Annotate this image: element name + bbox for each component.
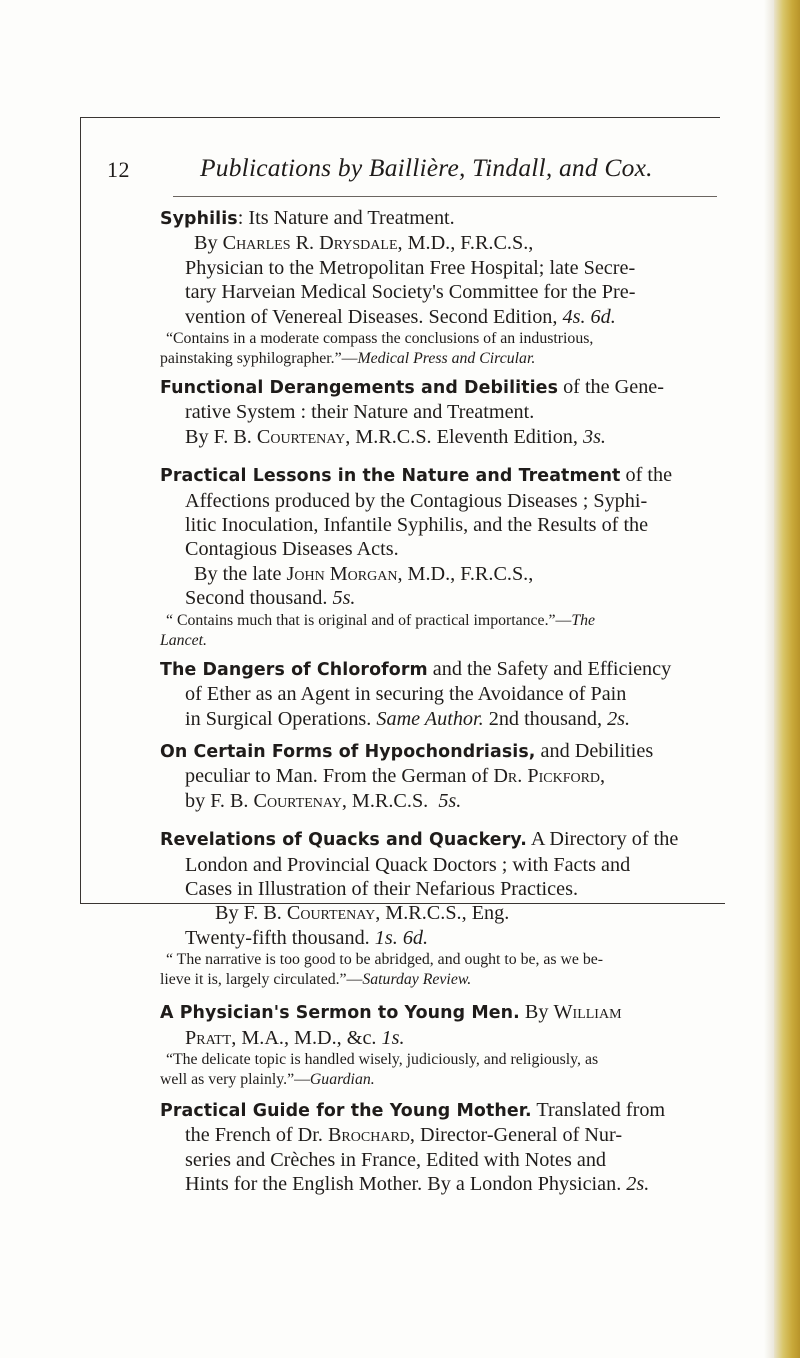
list-item: A Physician's Sermon to Young Men. By William Pratt, M.A., M.D., &c. 1s. “The delicate topic is handled wisely, judiciously, and religiously, as well as very plainly.”—Guardian. [160, 1000, 722, 1090]
book-spine-shadow [764, 0, 774, 1358]
list-item: Functional Derangements and Debilities of the Gene- rative System : their Nature and Treatment. By F. B. Courtenay, M.R.C.S. Eleventh Edition, 3s. [160, 376, 664, 448]
entry-title: Functional Derangements and Debilities [160, 378, 559, 399]
entry-subtitle: Its Nature and Treatment. [248, 207, 455, 229]
entry-title: Revelations of Quacks and Quackery. [160, 830, 527, 851]
review-source: Guardian. [309, 1070, 375, 1088]
entry-price: 4s. 6d. [562, 305, 616, 328]
review-source: The [571, 611, 596, 629]
entry-price: 1s. [381, 1026, 405, 1049]
entry-author: F. B. Courtenay, M.R.C.S., [243, 902, 467, 925]
publication-list [160, 206, 722, 1207]
entry-price: 5s. [438, 789, 462, 812]
entry-title: Practical Lessons in the Nature and Treatment [160, 466, 621, 487]
entry-author: Brochard, [327, 1124, 415, 1147]
review-quote: “ The narrative is too good to be abridged, and ought to be, as we be- lieve it is, largely circulated.”—Saturday Review. [160, 951, 604, 989]
header-rule [173, 196, 717, 197]
entry-author: Pratt, M.A., M.D., [185, 1026, 342, 1049]
entry-author: William [553, 1001, 622, 1024]
entry-price: 1s. 6d. [374, 926, 429, 949]
review-quote: “ Contains much that is original and of practical importance.”—The Lancet. [160, 611, 596, 649]
entry-title: Syphilis [160, 209, 238, 229]
list-item: Syphilis: Its Nature and Treatment. By Charles R. Drysdale, M.D., F.R.C.S., Physician to the Metropolitan Free Hospital; late Secre- tary Harveian Medical Society's Committee for the Pre- vention of Venereal Diseases. Second Edition, 4s. 6d. “Contains in a moderate compass the conclusions of an industrious, painstaking syphilographer.”—Medical Press and Circular. [160, 206, 722, 369]
list-item: Revelations of Quacks and Quackery. A Directory of the London and Provincial Quack Doctors ; with Facts and Cases in Illustration of their Nefarious Practices. By F. B. Courtenay, M.R.C.S., Eng. Twenty-fifth thousand. 1s. 6d. “ The narrative is too good to be abridged, and ought to be, as we be- lieve it is, largely circulated.”—Saturday Review. [160, 827, 722, 990]
entry-price: 2s. [607, 707, 631, 730]
list-item: Practical Lessons in the Nature and Treatment of the Affections produced by the Contagious Diseases ; Syphi- litic Inoculation, Infantile Syphilis, and the Results of the Contagious Diseases Acts. By the late John Morgan, M.D., F.R.C.S., Second thousand. 5s. “ Contains much that is original and of practical importance.”—The Lancet. [160, 463, 722, 650]
entry-price: 3s. [582, 425, 606, 448]
running-title: Publications by Baillière, Tindall, and Cox. [200, 153, 653, 182]
frame-top-rule [80, 117, 720, 118]
entry-author: F. B. Courtenay, M.R.C.S. [213, 425, 432, 448]
list-item: On Certain Forms of Hypochondriasis, and Debilities peculiar to Man. From the German of Dr. Pickford, by F. B. Courtenay, M.R.C.S. 5s. [160, 739, 654, 812]
entry-author: John Morgan, M.D., F.R.C.S., [286, 562, 534, 585]
entry-title: The Dangers of Chloroform [160, 659, 428, 680]
frame-left-rule [80, 117, 81, 903]
page-number: 12 [107, 157, 130, 182]
entry-price: 5s. [332, 587, 356, 610]
entry-author: Charles R. Drysdale, M.D., F.R.C.S., [222, 232, 534, 255]
book-page-edge [774, 0, 800, 1358]
entry-title: On Certain Forms of Hypochondriasis, [160, 741, 536, 762]
list-item: Practical Guide for the Young Mother. Translated from the French of Dr. Brochard, Director-General of Nur- series and Crèches in France, Edited with Notes and Hints for the English Mother. By a London Physician. 2s. [160, 1098, 666, 1196]
entry-author: F. B. Courtenay, M.R.C.S. [210, 789, 429, 812]
entry-price: 2s. [626, 1173, 650, 1196]
entry-author: Dr. Pickford, [493, 765, 606, 788]
entry-title: Practical Guide for the Young Mother. [160, 1100, 532, 1121]
review-quote: “The delicate topic is handled wisely, judiciously, and religiously, as well as very plainly.”—Guardian. [160, 1050, 599, 1088]
list-item: The Dangers of Chloroform and the Safety and Efficiency of Ether as an Agent in securing the Avoidance of Pain in Surgical Operations. Same Author. 2nd thousand, 2s. [160, 657, 672, 730]
entry-title: A Physician's Sermon to Young Men. [160, 1003, 520, 1024]
review-source: Saturday Review. [362, 971, 472, 989]
review-source: Medical Press and Circular. [357, 350, 536, 368]
review-quote: “Contains in a moderate compass the conclusions of an industrious, painstaking syphilographer.”—Medical Press and Circular. [160, 330, 594, 368]
